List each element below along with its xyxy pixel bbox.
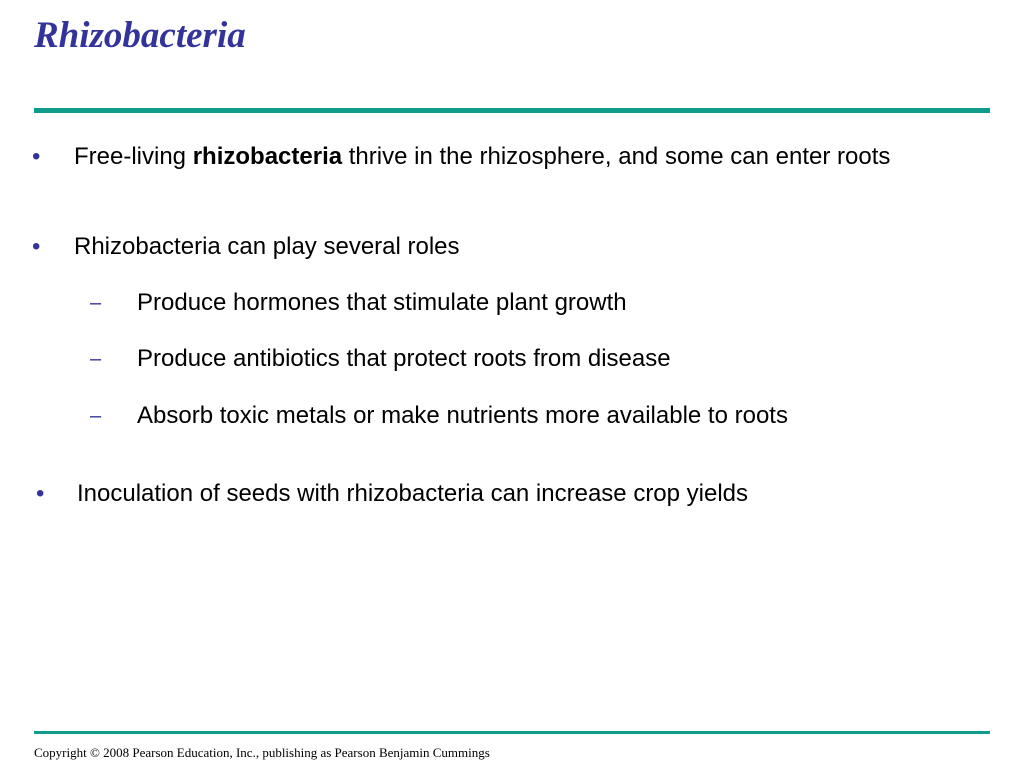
sub-bullet-item-2: Produce antibiotics that protect roots from disease [137,345,671,372]
bullet-item-1-suffix: thrive in the rhizosphere, and some can enter roots [342,143,891,170]
bullet-marker: • [36,480,45,507]
slide-title: Rhizobacteria [34,15,246,56]
sub-bullet-item-3: Absorb toxic metals or make nutrients more available to roots [137,402,788,429]
bullet-item-1-bold: rhizobacteria [192,143,343,170]
bullet-item-2: Rhizobacteria can play several roles [74,233,460,260]
sub-bullet-marker: – [90,292,102,314]
title-divider [34,108,990,113]
bullet-item-1 [74,140,989,174]
sub-bullet-item-1: Produce hormones that stimulate plant growth [137,289,627,316]
sub-bullet-marker: – [90,405,102,427]
bullet-marker: • [32,233,41,260]
sub-bullet-marker: – [90,348,102,370]
footer-divider [34,731,990,734]
bullet-item-3: Inoculation of seeds with rhizobacteria can increase crop yields [77,480,749,507]
copyright-footer: Copyright © 2008 Pearson Education, Inc., publishing as Pearson Benjamin Cummings [34,745,490,760]
bullet-marker: • [32,143,41,170]
bullet-item-1-prefix: Free-living [74,143,193,170]
